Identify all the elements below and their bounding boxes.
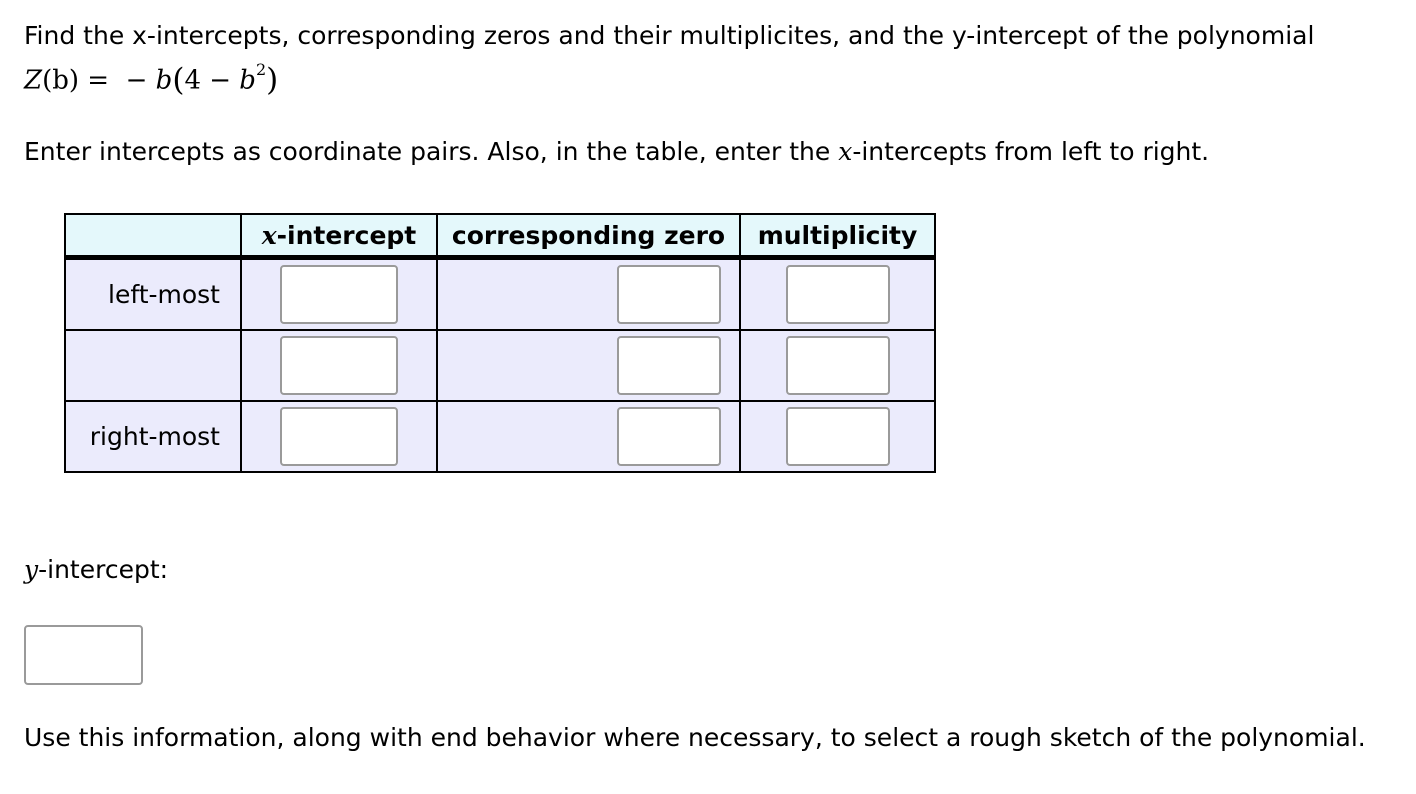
cell-multiplicity-2 [740,330,935,401]
header-x-rest: -intercept [276,220,417,250]
table-row-right-most [65,401,935,472]
formula-lhs-var: Z [24,65,43,96]
instructions-before: Enter intercepts as coordinate pairs. Also, in the table, enter the [24,137,839,166]
footer-instructions: Use this information, along with end behavior where necessary, to select a rough sketch of the polynomial. [24,723,1366,752]
header-multiplicity: multiplicity [740,214,935,258]
cell-x-intercept-2 [241,330,437,401]
header-x-var: x [261,220,277,250]
table-row-left-most [65,258,935,331]
row-label-middle [65,330,241,401]
cell-multiplicity-3 [740,401,935,472]
formula-close-paren: ) [266,61,279,98]
table-header-row [65,214,935,258]
y-intercept-input[interactable] [24,625,143,685]
instructions-math-var: x [838,137,853,166]
instructions [24,134,1209,170]
header-blank [65,214,241,258]
header-corresponding-zero: corresponding zero [437,214,740,258]
formula-open-paren: ( [172,61,185,98]
zero-input-3[interactable] [617,407,721,466]
polynomial-formula [24,54,278,101]
formula-lhs-arg: (b) [42,65,80,96]
x-intercept-input-1[interactable] [280,265,398,324]
formula-exponent: 2 [255,60,267,79]
y-intercept-label [24,552,168,588]
row-label-left-most: left-most [65,258,241,331]
question-prompt: Find the x-intercepts, corresponding zeros and their multiplicites, and the y-intercept of the polynomial [24,21,1315,50]
formula-inner-var: b [239,65,256,96]
formula-equals: = [87,65,110,96]
x-intercept-input-3[interactable] [280,407,398,466]
table-row-middle [65,330,935,401]
zero-input-1[interactable] [617,265,721,324]
cell-zero-3 [437,401,740,472]
multiplicity-input-2[interactable] [786,336,890,395]
cell-multiplicity-1 [740,258,935,331]
zeros-table [64,213,936,473]
formula-inner: 4 − [184,65,240,96]
multiplicity-input-3[interactable] [786,407,890,466]
formula-minus: − [125,65,148,96]
cell-x-intercept-3 [241,401,437,472]
x-intercept-input-2[interactable] [280,336,398,395]
zero-input-2[interactable] [617,336,721,395]
header-x-intercept [241,214,437,258]
row-label-right-most: right-most [65,401,241,472]
cell-zero-2 [437,330,740,401]
instructions-after: -intercepts from left to right. [852,137,1210,166]
multiplicity-input-1[interactable] [786,265,890,324]
y-intercept-label-rest: -intercept: [38,555,169,584]
cell-zero-1 [437,258,740,331]
formula-rhs-var: b [155,65,173,96]
y-intercept-var: y [24,555,39,584]
cell-x-intercept-1 [241,258,437,331]
